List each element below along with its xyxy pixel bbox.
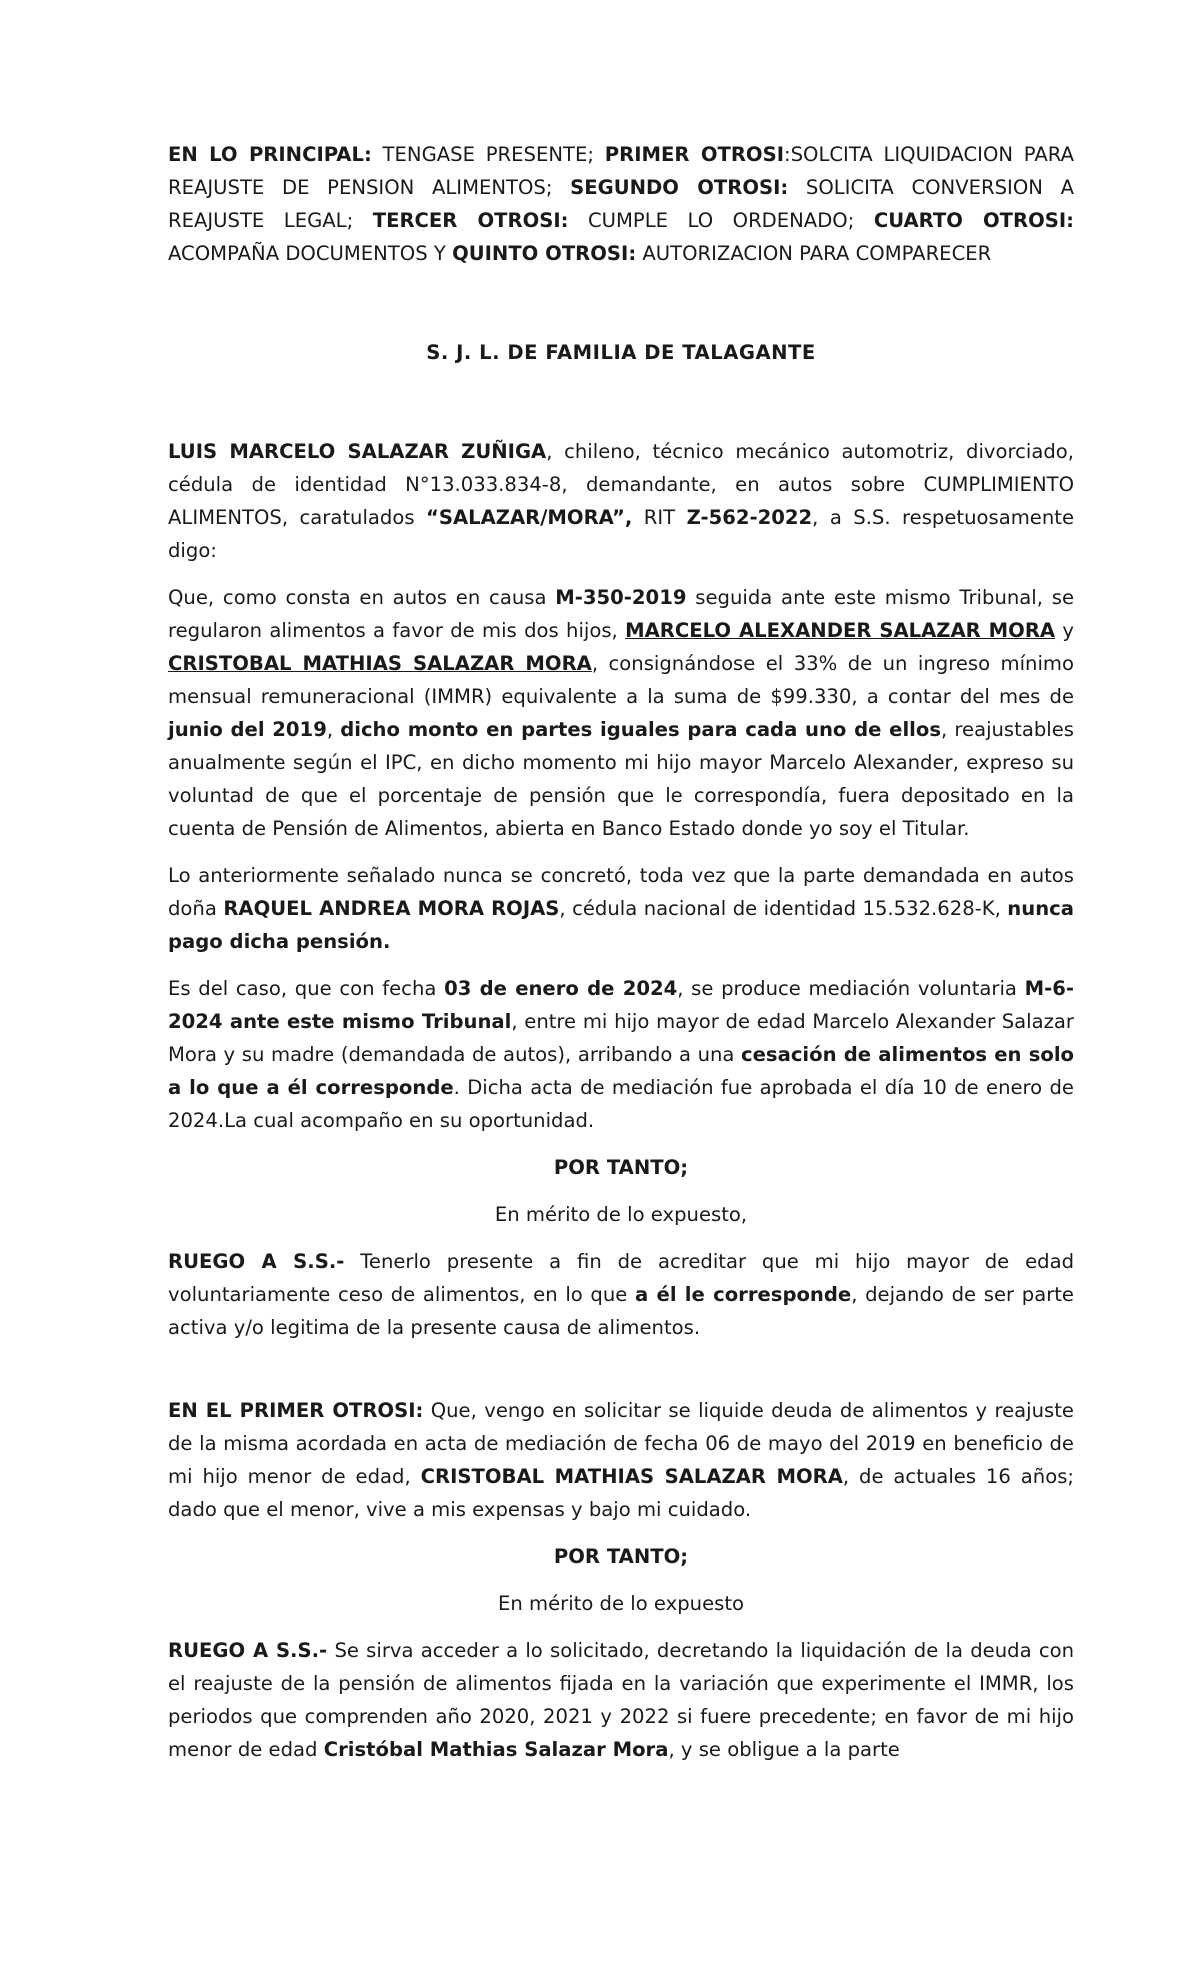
por-tanto-heading-2 <box>168 1540 1074 1573</box>
paragraph-2 <box>168 859 1074 958</box>
ruego-paragraph-2 <box>168 1634 1074 1766</box>
child-name-2: CRISTOBAL MATHIAS SALAZAR MORA <box>168 652 592 675</box>
emphasis-text: a él le corresponde <box>635 1283 852 1306</box>
mediation-case: M-6-2024 ante este mismo Tribunal <box>168 977 1074 1033</box>
paragraph-text: , entre mi hijo mayor de edad Marcelo Alexander Salazar Mora y su madre (demandada de autos), arribando a una <box>168 1010 1074 1066</box>
defendant-name: RAQUEL ANDREA MORA ROJAS <box>223 897 560 920</box>
merito-line-2: En mérito de lo expuesto <box>497 1592 745 1615</box>
ruego-label: RUEGO A S.S.- <box>168 1639 328 1662</box>
child-name-1: MARCELO ALEXANDER SALAZAR MORA <box>625 619 1056 642</box>
merito-line: En mérito de lo expuesto, <box>494 1203 748 1226</box>
start-date: junio del 2019 <box>168 718 327 741</box>
intro-text: , a S.S. respetuosamente digo: <box>168 506 1074 562</box>
paragraph-text: , reajustables anualmente según el IPC, en dicho momento mi hijo mayor Marcelo Alexander, expreso su voluntad de que el porcentaje de pensión que le correspondía, fuera depositado en la cuenta de Pensión de Alimentos, abierta en Banco Estado donde yo soy el Titular. <box>168 718 1074 840</box>
paragraph-text: , <box>326 718 341 741</box>
paragraph-text: , cédula nacional de identidad 15.532.628-K, <box>559 897 1008 920</box>
intro-text: , chileno, técnico mecánico automotriz, divorciado, cédula de identidad N°13.033.834-8, demandante, en autos sobre CUMPLIMIENTO ALIMENTOS, caratulados <box>168 440 1074 529</box>
intro-text: RIT <box>632 506 687 529</box>
mediation-date: 03 de enero de 2024 <box>444 977 678 1000</box>
case-number: M-350-2019 <box>555 586 687 609</box>
heading-text: ACOMPAÑA DOCUMENTOS Y <box>168 242 453 265</box>
paragraph-text: seguida ante este mismo Tribunal, se regularon alimentos a favor de mis dos hijos, <box>168 586 1075 642</box>
plaintiff-name: LUIS MARCELO SALAZAR ZUÑIGA <box>168 440 547 463</box>
paragraph-text: . Dicha acta de mediación fue aprobada el día 10 de enero de 2024.La cual acompaño en su oportunidad. <box>168 1076 1074 1132</box>
document-heading <box>168 138 1074 270</box>
paragraph-3 <box>168 972 1074 1137</box>
heading-text: SOLICITA CONVERSION A REAJUSTE LEGAL; <box>168 176 1074 232</box>
paragraph-text: , dejando de ser parte activa y/o legitima de la presente causa de alimentos. <box>168 1283 1074 1339</box>
paragraph-text: Que, vengo en solicitar se liquide deuda de alimentos y reajuste de la misma acordada en acta de mediación de fecha 06 de mayo del 2019 en beneficio de mi hijo menor de edad, <box>168 1399 1074 1488</box>
primer-otrosi-paragraph <box>168 1394 1074 1526</box>
heading-text: :SOLCITA LIQUIDACION PARA REAJUSTE DE PENSION ALIMENTOS; <box>168 143 1074 199</box>
ruego-label: RUEGO A S.S.- <box>168 1250 345 1273</box>
heading-text: AUTORIZACION PARA COMPARECER <box>636 242 992 265</box>
document-page <box>168 138 1074 1780</box>
paragraph-1 <box>168 581 1074 845</box>
por-tanto-text: POR TANTO; <box>553 1545 689 1568</box>
paragraph-text: Es del caso, que con fecha <box>168 977 445 1000</box>
case-caption: “SALAZAR/MORA”, <box>426 506 633 529</box>
nonpayment-note: nunca pago dicha pensión. <box>168 897 1074 953</box>
paragraph-text: y <box>1055 619 1075 642</box>
court-title: S. J. L. DE FAMILIA DE TALAGANTE <box>426 341 816 364</box>
paragraph-text: Se sirva acceder a lo solicitado, decretando la liquidación de la deuda con el reajuste de la pensión de alimentos fijada en la variación que experimente el IMMR, los periodos que comprenden año 2020, 2021 y 2022 si fuere precedente; en favor de mi hijo menor de edad <box>168 1639 1075 1761</box>
paragraph-text: , y se obligue a la parte <box>668 1738 900 1761</box>
paragraph-text: Que, como consta en autos en causa <box>168 586 556 609</box>
heading-principal: EN LO PRINCIPAL: <box>168 143 372 166</box>
paragraph-text: , de actuales 16 años; dado que el menor, vive a mis expensas y bajo mi cuidado. <box>168 1465 1074 1521</box>
heading-segundo-otrosi: SEGUNDO OTROSI: <box>570 176 789 199</box>
case-rit: Z-562-2022 <box>686 506 813 529</box>
primer-otrosi-label: EN EL PRIMER OTROSI: <box>168 1399 424 1422</box>
intro-paragraph <box>168 435 1074 567</box>
heading-cuarto-otrosi: CUARTO OTROSI: <box>873 209 1074 232</box>
heading-text: TENGASE PRESENTE; <box>371 143 605 166</box>
paragraph-text: Lo anteriormente señalado nunca se concretó, toda vez que la parte demandada en autos doña <box>168 864 1074 920</box>
heading-primer-otrosi: PRIMER OTROSI <box>604 143 784 166</box>
por-tanto-text: POR TANTO; <box>553 1156 689 1179</box>
minor-child-name: CRISTOBAL MATHIAS SALAZAR MORA <box>420 1465 843 1488</box>
ruego-paragraph-1 <box>168 1245 1074 1344</box>
heading-text: CUMPLE LO ORDENADO; <box>568 209 874 232</box>
por-tanto-heading <box>168 1151 1074 1184</box>
minor-child-name: Cristóbal Mathias Salazar Mora <box>323 1738 669 1761</box>
amount-note: dicho monto en partes iguales para cada uno de ellos <box>340 718 942 741</box>
heading-quinto-otrosi: QUINTO OTROSI: <box>452 242 637 265</box>
cessation-note: cesación de alimentos en solo a lo que a él corresponde <box>168 1043 1075 1099</box>
paragraph-text: , se produce mediación voluntaria <box>677 977 1025 1000</box>
paragraph-text: , consignándose el 33% de un ingreso mínimo mensual remuneracional (IMMR) equivalente a la suma de $99.330, a contar del mes de <box>168 652 1074 708</box>
paragraph-text: Tenerlo presente a fin de acreditar que mi hijo mayor de edad voluntariamente ceso de alimentos, en lo que <box>168 1250 1075 1306</box>
section-gap <box>168 1358 1074 1394</box>
heading-tercer-otrosi: TERCER OTROSI: <box>372 209 569 232</box>
